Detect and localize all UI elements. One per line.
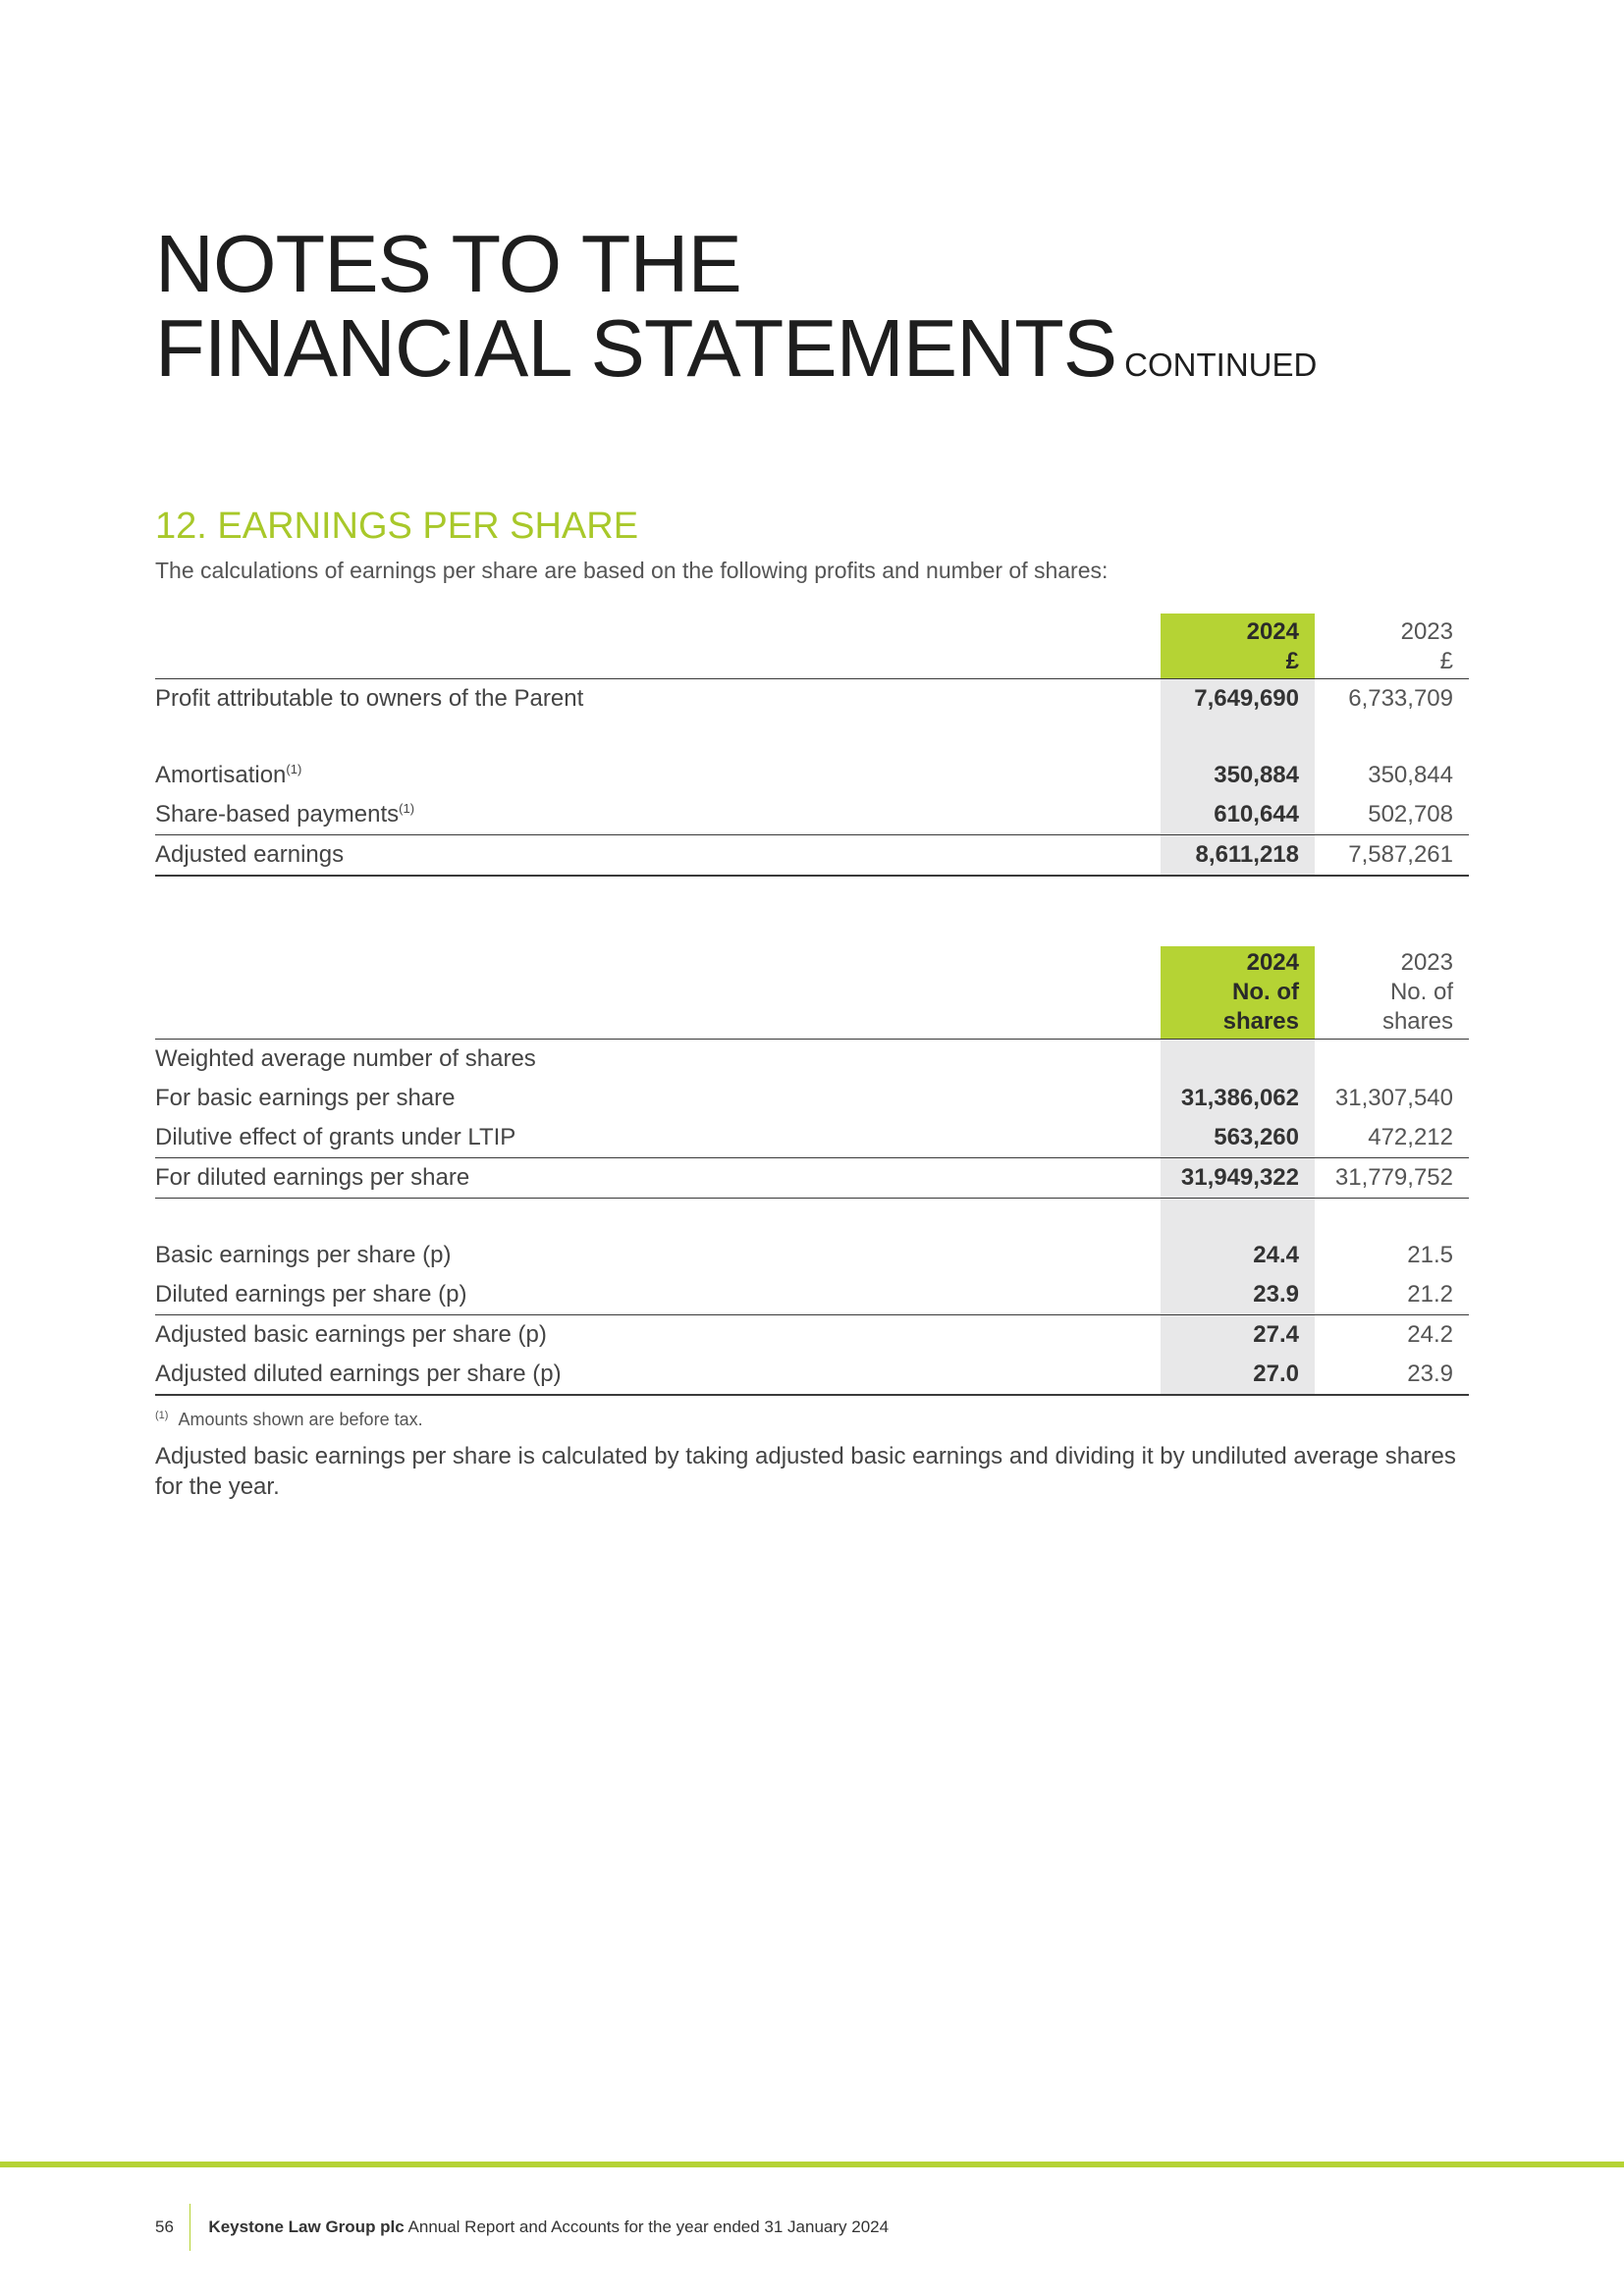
header-2024: 2024 No. of shares: [1161, 946, 1315, 1040]
table-row: Adjusted basic earnings per share (p) 27.4 24.2: [155, 1315, 1469, 1356]
page-title-suffix: CONTINUED: [1124, 347, 1318, 383]
header-2024: 2024 £: [1161, 614, 1315, 679]
header-2023: 2023 No. of shares: [1315, 946, 1469, 1040]
table-row: Diluted earnings per share (p) 23.9 21.2: [155, 1275, 1469, 1315]
earnings-table: [155, 614, 1469, 877]
page-title-line1: NOTES TO THE: [155, 218, 741, 309]
header-2023: 2023 £: [1315, 614, 1469, 679]
section-intro: The calculations of earnings per share are based on the following profits and number of shares:: [155, 558, 1109, 583]
page-number: 56: [155, 2217, 174, 2236]
page-title: [155, 218, 1318, 407]
table-row: Weighted average number of shares: [155, 1040, 1469, 1080]
section-heading: 12. EARNINGS PER SHARE: [155, 506, 639, 547]
footer-accent-bar: [0, 2162, 1624, 2167]
page-footer: [155, 2204, 889, 2251]
table-row: Adjusted earnings 8,611,218 7,587,261: [155, 835, 1469, 877]
table-row: Basic earnings per share (p) 24.4 21.5: [155, 1236, 1469, 1275]
footnote-mark: (1): [155, 1410, 169, 1421]
earnings-table-header: [155, 614, 1469, 679]
table-row: For diluted earnings per share 31,949,322 31,779,752: [155, 1158, 1469, 1199]
footer-divider: [189, 2204, 191, 2251]
footnote-text: Amounts shown are before tax.: [178, 1410, 423, 1429]
table-row: Adjusted diluted earnings per share (p) 27.0 23.9: [155, 1355, 1469, 1395]
table-row: Share-based payments$^{(1)}$ 610,644 502,708: [155, 795, 1469, 835]
shares-table-header: [155, 946, 1469, 1040]
footer-report-title: Annual Report and Accounts for the year ended 31 January 2024: [404, 2217, 890, 2236]
footer-company: Keystone Law Group plc: [208, 2217, 405, 2236]
table-row: For basic earnings per share 31,386,062 31,307,540: [155, 1079, 1469, 1118]
explanatory-paragraph: Adjusted basic earnings per share is calculated by taking adjusted basic earnings and dividing it by undiluted average shares for the year.: [155, 1443, 1456, 1500]
table-row: Profit attributable to owners of the Parent 7,649,690 6,733,709: [155, 679, 1469, 720]
page-title-line2: [155, 302, 1318, 407]
table-row: Amortisation$^{(1)}$ 350,884 350,844: [155, 756, 1469, 795]
page-title-main: FINANCIAL STATEMENTS: [155, 302, 1117, 394]
shares-table: [155, 946, 1469, 1396]
table-row: Dilutive effect of grants under LTIP 563,260 472,212: [155, 1118, 1469, 1158]
footnote: [155, 1410, 423, 1430]
